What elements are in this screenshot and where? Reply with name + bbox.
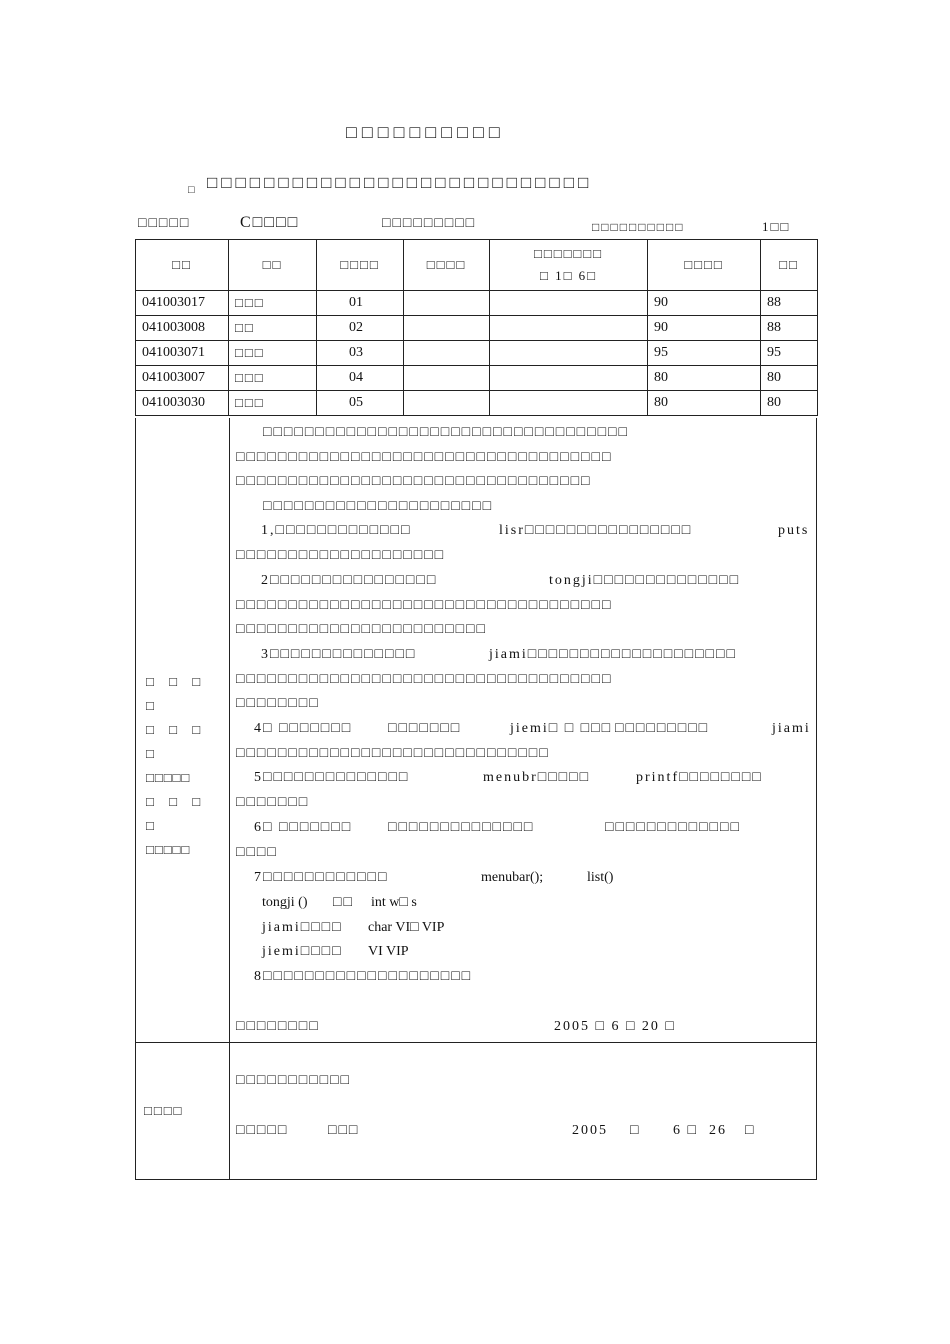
header-group-no: □□□□ [317,240,404,291]
cell-score-a [404,391,490,416]
group-label: □□□□□□□□□□ [592,220,685,234]
cell-score-b [490,316,648,341]
document-title: □□□□□□□□□□ [346,122,505,142]
summary-line: □□□□□□□ [388,721,462,736]
summary-label-cell [136,418,230,1042]
summary-line: lisr□□□□□□□□□□□□□□□□ [499,523,693,538]
cell-name: □□□ [229,366,317,391]
cell-score-a [404,341,490,366]
topic-label: □□□□□□□□□ [382,216,477,231]
table-row [136,316,818,341]
cell-score-b [490,291,648,316]
summary-sign-date: 2005 □ 6 □ 20 □ [554,1019,676,1034]
header-score-b [490,240,648,291]
cell-total: 88 [761,291,818,316]
summary-line: □□ [333,895,354,910]
cell-group-no: 05 [317,391,404,416]
table-row [136,341,818,366]
summary-line: jiami [772,721,811,736]
summary-label-line: □□□□□ [146,842,191,857]
table-row [136,291,818,316]
cell-total: 80 [761,366,818,391]
subtitle-mark: □ [188,184,195,196]
summary-line: VI VIP [368,944,409,959]
cell-id: 041003030 [136,391,229,416]
course-value-text: C□□□□ [240,214,300,231]
summary-line: jiami□□□□□□□□□□□□□□□□□□□□ [489,647,737,662]
review-section [135,1042,817,1180]
review-comment: □□□□□□□□□□□ [236,1073,352,1088]
summary-line: jiemi□ □ □□□ [510,721,613,736]
cell-score-a [404,366,490,391]
review-date-day-mark: □ [745,1123,756,1138]
summary-line: □□□□□□□□□□□□□□□□□□□□□□□□□□□□□□□□□□□□ [236,450,613,465]
summary-sign-label: □□□□□□□□ [236,1019,320,1034]
summary-line: 8□□□□□□□□□□□□□□□□□□□□ [254,969,473,984]
header-id: □□ [136,240,229,291]
cell-id: 041003007 [136,366,229,391]
summary-line: □□□□□□□□□□□□□□□□□□□□□□□□ [236,622,487,637]
cell-group-no: 03 [317,341,404,366]
group-value: 1□□ [762,219,791,234]
summary-label [146,670,229,862]
summary-line: □□□□□□□□□□□□□□□□□□□□□□□□□□□□□□□□□□□ [263,425,629,440]
summary-line: 4□ □□□□□□□ [254,721,353,736]
review-label-cell [136,1043,230,1179]
table-row [136,366,818,391]
cell-score-b [490,391,648,416]
summary-line: jiami□□□□ [262,920,343,935]
cell-score-c: 90 [648,291,761,316]
cell-score-b [490,366,648,391]
cell-score-c: 90 [648,316,761,341]
cell-total: 95 [761,341,818,366]
cell-group-no: 04 [317,366,404,391]
summary-line: 1,□□□□□□□□□□□□□ [261,523,412,538]
summary-line: 2□□□□□□□□□□□□□□□□ [261,573,438,588]
summary-line: menubar(); [481,870,544,885]
summary-line: □□□□□□□□□□□□□□□□□□□□ [236,548,446,563]
cell-score-c: 80 [648,391,761,416]
summary-line: □□□□□□□□□□□□□ [605,820,741,835]
header-score-b-line2: □ 1□ 6□ [539,268,598,283]
summary-line: □□□□□□□□□□□□□□□□□□□□□□□□□□□□□□□□□□□□ [236,672,613,687]
summary-line: 6□ □□□□□□□ [254,820,353,835]
summary-line: jiemi□□□□ [262,944,343,959]
summary-line: menubr□□□□□ [483,770,591,785]
cell-score-c: 80 [648,366,761,391]
header-score-b-line1: □□□□□□□ [534,246,603,261]
table-row [136,391,818,416]
summary-line: list() [587,870,614,885]
summary-line: puts [778,523,810,538]
summary-line: □□□□□□□□ [236,696,320,711]
cell-name: □□□ [229,291,317,316]
cell-name: □□ [229,316,317,341]
summary-line: 7□□□□□□□□□□□□ [254,870,389,885]
cell-group-no: 01 [317,291,404,316]
summary-label-line: □ □ □ □ [146,794,207,833]
review-date-year: 2005 [572,1123,608,1138]
summary-line: char VI□ VIP [368,920,445,935]
cell-name: □□□ [229,391,317,416]
cell-id: 041003017 [136,291,229,316]
header-total: □□ [761,240,818,291]
cell-id: 041003071 [136,341,229,366]
summary-line: □□□□ [236,845,278,860]
summary-line: 5□□□□□□□□□□□□□□ [254,770,410,785]
summary-label-line: □□□□□ [146,770,191,785]
summary-label-line: □ □ □ □ [146,722,207,761]
summary-label-line: □ □ □ □ [146,674,207,713]
cell-id: 041003008 [136,316,229,341]
summary-line: □□□□□□□□□□□□□□□□□□□□□□□□□□□□□□□□□□ [236,474,592,489]
summary-line: □□□□□□□□□□□□□□□□□□□□□□□□□□□□□□□□□□□□ [236,598,613,613]
review-label: □□□□ [144,1103,184,1118]
review-signer-name: □□□ [328,1123,360,1138]
header-name: □□ [229,240,317,291]
summary-line: tongji□□□□□□□□□□□□□□ [549,573,741,588]
summary-line: 3□□□□□□□□□□□□□□ [261,647,417,662]
summary-line: printf□□□□□□□□ [636,770,763,785]
review-date-month: 6 □ [673,1123,698,1138]
table-header-row [136,240,818,291]
review-date-day: 26 [709,1123,727,1138]
cell-score-c: 95 [648,341,761,366]
review-date-year-mark: □ [630,1123,641,1138]
summary-line: □□□□□□□□□□□□□□ [388,820,535,835]
header-score-a: □□□□ [404,240,490,291]
cell-score-b [490,341,648,366]
summary-line: tongji () [262,895,308,910]
review-signer-label: □□□□□ [236,1123,289,1138]
document-subtitle: □□□□□□□□□□□□□□□□□□□□□□□□□□□ [207,173,593,192]
summary-line: □□□□□□□□□ [615,721,710,736]
summary-line: int w□ s [371,895,417,910]
grades-table [135,239,818,416]
course-label: □□□□□ [138,216,191,231]
cell-group-no: 02 [317,316,404,341]
cell-total: 80 [761,391,818,416]
summary-line: □□□□□□□□□□□□□□□□□□□□□□ [263,499,494,514]
cell-score-a [404,316,490,341]
cell-score-a [404,291,490,316]
summary-section [135,418,817,1043]
course-value [240,214,299,232]
cell-total: 88 [761,316,818,341]
summary-line: □□□□□□□ [236,795,310,810]
summary-line: □□□□□□□□□□□□□□□□□□□□□□□□□□□□□□ [236,746,550,761]
header-score-c: □□□□ [648,240,761,291]
cell-name: □□□ [229,341,317,366]
